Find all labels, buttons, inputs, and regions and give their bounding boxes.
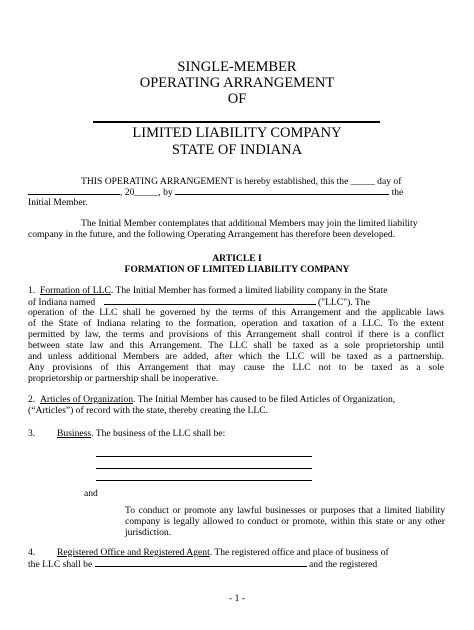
- section3-text: . The business of the LLC shall be:: [91, 428, 226, 439]
- section1-line8: Any provisions of this Arrangement that may cause the LLC not to be taxed as a sole: [28, 362, 444, 373]
- section4-shall-text: the LLC shall be: [28, 559, 93, 570]
- section1-number: 1.: [28, 285, 36, 296]
- section2-title: Articles of Organization: [40, 394, 134, 405]
- doc-title-line5: STATE OF INDIANA: [171, 142, 303, 158]
- business-blank-1: [96, 456, 312, 457]
- member-name-blank: [175, 186, 389, 195]
- intro-p2-line2: company in the future, and the following Operating Arrangement has therefore been developed.: [28, 229, 396, 240]
- section1-text: . The Initial Member has formed a limited liability company in the State: [110, 285, 388, 296]
- section1-line6: between state law and this Arrangement. The LLC shall be taxed as a sole proprietorship until: [28, 340, 444, 351]
- section1-line3: operation of the LLC shall be governed by the terms of this Arrangement and the applicable laws: [28, 307, 444, 318]
- intro-line3: Initial Member.: [28, 197, 88, 208]
- section1-llc-text: ("LLC"). The: [317, 297, 370, 308]
- section2-number: 2.: [28, 394, 36, 405]
- doc-title-line4: LIMITED LIABILITY COMPANY: [132, 125, 342, 141]
- article-heading: ARTICLE I: [212, 253, 262, 264]
- intro-year-text: , 20_____, by: [120, 187, 173, 198]
- intro-the-text: the: [391, 187, 404, 198]
- section3-line1: [57, 428, 225, 439]
- section4-title: Registered Office and Registered Agent: [57, 547, 210, 558]
- section1-line5: permitted by law, the terms and provisions of this Arrangement shall control if there is a conflict: [28, 329, 444, 340]
- page-number: - 1 -: [229, 593, 245, 604]
- section3-para-line2: company is legally allowed to conduct or promote, within this state or any other: [125, 516, 445, 527]
- business-blank-2: [96, 468, 312, 469]
- intro-line1: THIS OPERATING ARRANGEMENT is hereby established, this the _____ day of: [81, 176, 402, 187]
- doc-title-line2: OPERATING ARRANGEMENT: [139, 75, 335, 91]
- section4-registered-text: and the registered: [309, 559, 378, 570]
- doc-title-line1: SINGLE-MEMBER: [177, 59, 297, 75]
- section1-line7: and unless additional Members are added, after which the LLC will be taxed as a partnership.: [28, 351, 444, 362]
- article-subheading: FORMATION OF LIMITED LIABILITY COMPANY: [124, 264, 350, 275]
- section2-text: . The Initial Member has caused to be filed Articles of Organization,: [133, 394, 396, 405]
- section2-line2: (“Articles”) of record with the state, thereby creating the LLC.: [28, 405, 269, 416]
- company-name-blank: [93, 121, 380, 123]
- registered-office-blank: [95, 558, 307, 567]
- section3-title: Business: [57, 428, 92, 439]
- section3-and: and: [84, 488, 98, 499]
- section1-title: Formation of LLC: [40, 285, 111, 296]
- business-blank-3: [96, 480, 312, 481]
- section3-number: 3.: [28, 428, 36, 439]
- section4-text: . The registered office and place of business of: [209, 547, 389, 558]
- section3-para-line3: jurisdiction.: [125, 527, 172, 538]
- doc-title-line3: OF: [227, 91, 247, 107]
- section1-line1: [28, 285, 388, 296]
- section3-para-line1: To conduct or promote any lawful businesses or purposes that a limited liability: [125, 505, 445, 516]
- intro-p2-line1: The Initial Member contemplates that additional Members may join the limited liability: [81, 218, 418, 229]
- section2-line1: [28, 394, 395, 405]
- section1-line9: proprietorship or partnership shall be inoperative.: [28, 373, 219, 384]
- section4-number: 4.: [28, 547, 36, 558]
- date-blank: [28, 186, 120, 195]
- section4-line2: [28, 558, 377, 570]
- section1-named-text: of Indiana named: [28, 297, 96, 308]
- section1-line4: of the State of Indiana relating to the formation, operation and taxation of a LLC. To the extent: [28, 318, 444, 329]
- llc-name-blank: [104, 296, 316, 305]
- section4-line1: [57, 547, 389, 558]
